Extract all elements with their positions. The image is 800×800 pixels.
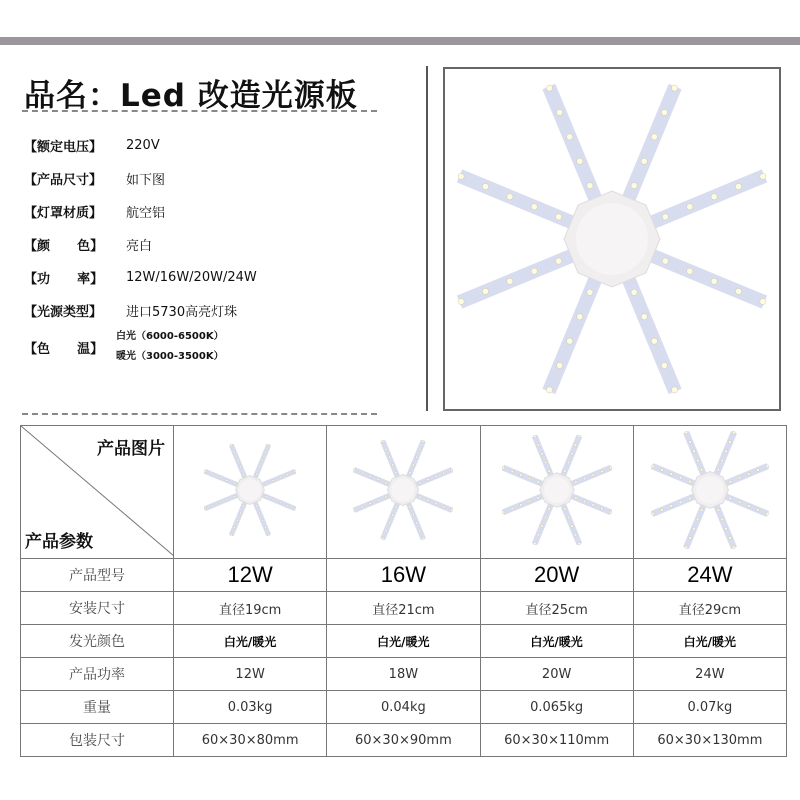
led-chip — [661, 362, 667, 368]
cell: 18W — [327, 658, 480, 691]
led-chip — [591, 474, 594, 477]
led-chip — [700, 509, 703, 512]
led-chip — [547, 470, 550, 473]
led-chip — [502, 467, 505, 470]
led-chip — [502, 511, 505, 514]
spec-label: 【灯罩材质】 — [24, 206, 103, 221]
led-chip — [651, 465, 654, 468]
led-chip — [435, 502, 437, 504]
led-chip — [204, 507, 206, 509]
led-chip — [711, 194, 717, 200]
led-chip — [700, 468, 703, 471]
divider — [426, 66, 428, 411]
led-chip — [219, 501, 221, 503]
led-chip — [583, 500, 586, 503]
led-chip — [427, 478, 429, 480]
led-chip — [230, 534, 232, 536]
product-thumb — [174, 426, 327, 559]
led-chip — [766, 512, 769, 515]
row-label: 产品功率 — [21, 658, 174, 691]
led-chip — [233, 495, 235, 497]
table-row — [21, 724, 787, 757]
led-chip — [747, 473, 750, 476]
spec-table — [20, 425, 787, 757]
led-chip — [354, 469, 356, 471]
led-chip — [600, 470, 603, 473]
led-chip — [540, 525, 543, 528]
led-chip — [268, 534, 270, 536]
led-chip — [279, 476, 281, 478]
spec-item — [24, 169, 165, 188]
led-chip — [577, 314, 583, 320]
top-bar — [0, 37, 800, 45]
led-chip — [641, 158, 647, 164]
led-chip — [570, 452, 573, 455]
spec-item — [24, 301, 237, 320]
led-chip — [600, 507, 603, 510]
led-chip — [671, 387, 677, 393]
led-chip — [458, 173, 464, 179]
led-chip — [507, 278, 513, 284]
led-chip — [265, 451, 267, 453]
led-chip — [587, 183, 593, 189]
divider — [22, 110, 377, 112]
product-title: 品名：Led 改造光源板 — [24, 78, 358, 114]
led-chip — [354, 509, 356, 511]
led-chip — [377, 499, 379, 501]
led-chip — [546, 85, 552, 91]
led-chip — [510, 507, 513, 510]
led-chip — [661, 109, 667, 115]
led-chip — [662, 214, 668, 220]
led-chip — [369, 475, 371, 477]
product-photo — [443, 67, 781, 411]
cell: 白光/暖光 — [480, 625, 633, 658]
led-chip — [574, 497, 577, 500]
table-row — [21, 658, 787, 691]
table-row — [21, 625, 787, 658]
led-chip — [574, 534, 577, 537]
spec-value: 12W/16W/20W/24W — [126, 270, 257, 285]
led-chip — [732, 546, 735, 549]
cell: 0.07kg — [633, 691, 786, 724]
led-chip — [591, 504, 594, 507]
led-chip — [687, 204, 693, 210]
led-chip — [537, 444, 540, 447]
product-thumb — [633, 426, 786, 559]
led-chip — [687, 268, 693, 274]
led-chip — [670, 505, 673, 508]
led-chip — [528, 500, 531, 503]
led-chip — [544, 516, 547, 519]
led-chip — [641, 314, 647, 320]
product-thumb — [327, 426, 480, 559]
cell: 白光/暖光 — [633, 625, 786, 658]
led-chip — [389, 456, 391, 458]
row-label: 安装尺寸 — [21, 592, 174, 625]
cell: 0.04kg — [327, 691, 480, 724]
led-chip — [689, 537, 692, 540]
led-chip — [416, 522, 418, 524]
led-chip — [419, 482, 421, 484]
led-chip — [204, 470, 206, 472]
led-chip — [692, 450, 695, 453]
led-chip — [728, 537, 731, 540]
divider — [22, 413, 377, 415]
product-thumb — [480, 426, 633, 559]
led-chip — [577, 542, 580, 545]
cell: 20W — [480, 658, 633, 691]
led-chip — [369, 502, 371, 504]
led-chip — [711, 278, 717, 284]
led-chip — [265, 526, 267, 528]
led-chip — [766, 465, 769, 468]
led-chip — [556, 214, 562, 220]
led-chip — [685, 546, 688, 549]
led-chip — [510, 470, 513, 473]
row-label: 包装尺寸 — [21, 724, 174, 757]
led-chip — [557, 362, 563, 368]
led-chip — [679, 501, 682, 504]
spec-label: 【功 率】 — [24, 272, 104, 287]
led-chip — [256, 505, 258, 507]
led-chip — [482, 184, 488, 190]
led-chip — [382, 537, 384, 539]
led-chip — [717, 509, 720, 512]
led-chip — [738, 501, 741, 504]
table-row — [21, 691, 787, 724]
led-chip — [688, 480, 691, 483]
led-chip — [422, 440, 424, 442]
led-chip — [563, 508, 566, 511]
led-chip — [519, 504, 522, 507]
led-chip — [556, 258, 562, 264]
spec-label: 【色 温】 — [24, 341, 104, 357]
cell: 24W — [633, 658, 786, 691]
spec-item — [24, 136, 160, 155]
led-chip — [609, 467, 612, 470]
led-chip — [696, 518, 699, 521]
led-chip — [735, 288, 741, 294]
led-chip — [219, 476, 221, 478]
led-chip — [395, 472, 397, 474]
led-chip — [389, 522, 391, 524]
led-chip — [536, 497, 539, 500]
cell: 白光/暖光 — [327, 625, 480, 658]
led-chip — [547, 508, 550, 511]
corner-bottom-label: 产品参数 — [25, 532, 93, 552]
led-chip — [382, 440, 384, 442]
led-chip — [662, 258, 668, 264]
spec-label: 【颜 色】 — [24, 239, 104, 254]
led-chip — [735, 184, 741, 190]
led-chip — [256, 473, 258, 475]
led-chip — [272, 498, 274, 500]
led-chip — [574, 444, 577, 447]
cell: 60×30×90mm — [327, 724, 480, 757]
led-chip — [268, 444, 270, 446]
led-chip — [536, 481, 539, 484]
led-chip — [756, 508, 759, 511]
led-chip — [747, 505, 750, 508]
led-chip — [533, 542, 536, 545]
led-chip — [760, 173, 766, 179]
led-chip — [721, 459, 724, 462]
led-chip — [233, 482, 235, 484]
led-chip — [567, 461, 570, 464]
cell: 直径19cm — [174, 592, 327, 625]
led-chip — [651, 512, 654, 515]
led-chip — [721, 518, 724, 521]
led-chip — [507, 194, 513, 200]
led-chip — [287, 504, 289, 506]
cell: 60×30×110mm — [480, 724, 633, 757]
cell: 20W — [480, 559, 633, 592]
led-chip — [413, 514, 415, 516]
led-chip — [443, 506, 445, 508]
led-chip — [587, 289, 593, 295]
led-chip — [660, 469, 663, 472]
led-chip — [294, 470, 296, 472]
led-chip — [226, 479, 228, 481]
spec-item — [24, 268, 257, 287]
led-chip — [531, 268, 537, 274]
led-chip — [377, 478, 379, 480]
led-chip — [385, 448, 387, 450]
spec-value-white: 白光（6000-6500K） — [116, 331, 224, 342]
led-chip — [631, 183, 637, 189]
led-chip — [385, 529, 387, 531]
led-chip — [729, 497, 732, 500]
led-chip — [427, 499, 429, 501]
led-chip — [236, 519, 238, 521]
cell: 直径25cm — [480, 592, 633, 625]
led-chip — [756, 469, 759, 472]
led-chip — [294, 507, 296, 509]
led-chip — [236, 459, 238, 461]
spec-label: 【额定电压】 — [24, 140, 103, 155]
led-chip — [413, 464, 415, 466]
led-chip — [395, 506, 397, 508]
led-chip — [259, 466, 261, 468]
spec-value-warm: 暖光（3000-3500K） — [116, 351, 224, 362]
table-row — [21, 559, 787, 592]
led-chip — [451, 509, 453, 511]
led-chip — [242, 473, 244, 475]
led-chip — [724, 527, 727, 530]
led-chip — [419, 529, 421, 531]
led-chip — [528, 477, 531, 480]
led-chip — [226, 498, 228, 500]
led-chip — [287, 473, 289, 475]
cell: 12W — [174, 658, 327, 691]
led-chip — [570, 525, 573, 528]
led-chip — [660, 508, 663, 511]
table-corner — [21, 426, 174, 559]
led-chip — [577, 158, 583, 164]
led-chip — [362, 472, 364, 474]
led-chip — [419, 496, 421, 498]
led-chip — [259, 512, 261, 514]
led-chip — [482, 288, 488, 294]
spec-value: 航空铝 — [126, 206, 166, 221]
led-chip — [392, 514, 394, 516]
cell: 16W — [327, 559, 480, 592]
led-chip — [265, 495, 267, 497]
led-chip — [685, 431, 688, 434]
led-chip — [435, 475, 437, 477]
led-chip — [567, 134, 573, 140]
led-chip — [262, 519, 264, 521]
led-chip — [724, 450, 727, 453]
led-chip — [443, 472, 445, 474]
spec-item — [24, 202, 165, 221]
table-row — [21, 592, 787, 625]
led-chip — [265, 482, 267, 484]
led-chip — [732, 431, 735, 434]
led-chip — [537, 534, 540, 537]
led-chip — [717, 468, 720, 471]
led-chip — [262, 459, 264, 461]
led-chip — [544, 461, 547, 464]
led-chip — [689, 441, 692, 444]
led-chip — [540, 452, 543, 455]
led-chip — [567, 516, 570, 519]
led-chip — [230, 444, 232, 446]
led-chip — [416, 456, 418, 458]
cell: 60×30×80mm — [174, 724, 327, 757]
cell: 12W — [174, 559, 327, 592]
spec-label: 【产品尺寸】 — [24, 173, 103, 188]
cell: 白光/暖光 — [174, 625, 327, 658]
led-chip — [574, 481, 577, 484]
led-chip — [409, 472, 411, 474]
led-chip — [242, 505, 244, 507]
row-label: 产品型号 — [21, 559, 174, 592]
led-chip — [385, 482, 387, 484]
led-chip — [409, 506, 411, 508]
led-chip — [688, 497, 691, 500]
led-chip — [422, 537, 424, 539]
led-chip — [519, 474, 522, 477]
led-chip — [651, 338, 657, 344]
led-chip — [458, 298, 464, 304]
row-label: 重量 — [21, 691, 174, 724]
led-chip — [451, 469, 453, 471]
led-chip — [557, 109, 563, 115]
led-chip — [631, 289, 637, 295]
led-chip — [272, 479, 274, 481]
led-chip — [392, 464, 394, 466]
cell: 直径21cm — [327, 592, 480, 625]
led-chip — [211, 473, 213, 475]
cell: 0.03kg — [174, 691, 327, 724]
led-chip — [233, 526, 235, 528]
led-chip — [385, 496, 387, 498]
led-chip — [533, 435, 536, 438]
led-chip — [670, 473, 673, 476]
led-chip — [583, 477, 586, 480]
led-chip — [362, 506, 364, 508]
led-chip — [651, 134, 657, 140]
spec-value: 亮白 — [126, 239, 153, 254]
cell: 0.065kg — [480, 691, 633, 724]
spec-value: 220V — [126, 138, 160, 153]
led-chip — [760, 298, 766, 304]
led-chip — [211, 504, 213, 506]
led-chip — [728, 441, 731, 444]
led-chip — [239, 466, 241, 468]
led-chip — [692, 527, 695, 530]
led-chip — [279, 501, 281, 503]
led-chip — [546, 387, 552, 393]
led-chip — [531, 204, 537, 210]
led-chip — [679, 476, 682, 479]
led-chip — [609, 511, 612, 514]
led-chip — [729, 480, 732, 483]
led-chip — [567, 338, 573, 344]
spec-value: 如下图 — [126, 173, 166, 188]
cell: 60×30×130mm — [633, 724, 786, 757]
led-chip — [419, 448, 421, 450]
spec-item — [24, 235, 152, 254]
led-chip — [233, 451, 235, 453]
spec-label: 【光源类型】 — [24, 305, 103, 320]
cell: 直径29cm — [633, 592, 786, 625]
led-chip — [239, 512, 241, 514]
led-chip — [563, 470, 566, 473]
led-chip — [738, 476, 741, 479]
led-chip — [577, 435, 580, 438]
led-chip — [696, 459, 699, 462]
row-label: 发光颜色 — [21, 625, 174, 658]
corner-top-label: 产品图片 — [97, 439, 165, 459]
cell: 24W — [633, 559, 786, 592]
spec-color-temp — [24, 327, 224, 367]
led-chip — [671, 85, 677, 91]
spec-value: 进口5730高亮灯珠 — [126, 305, 238, 320]
